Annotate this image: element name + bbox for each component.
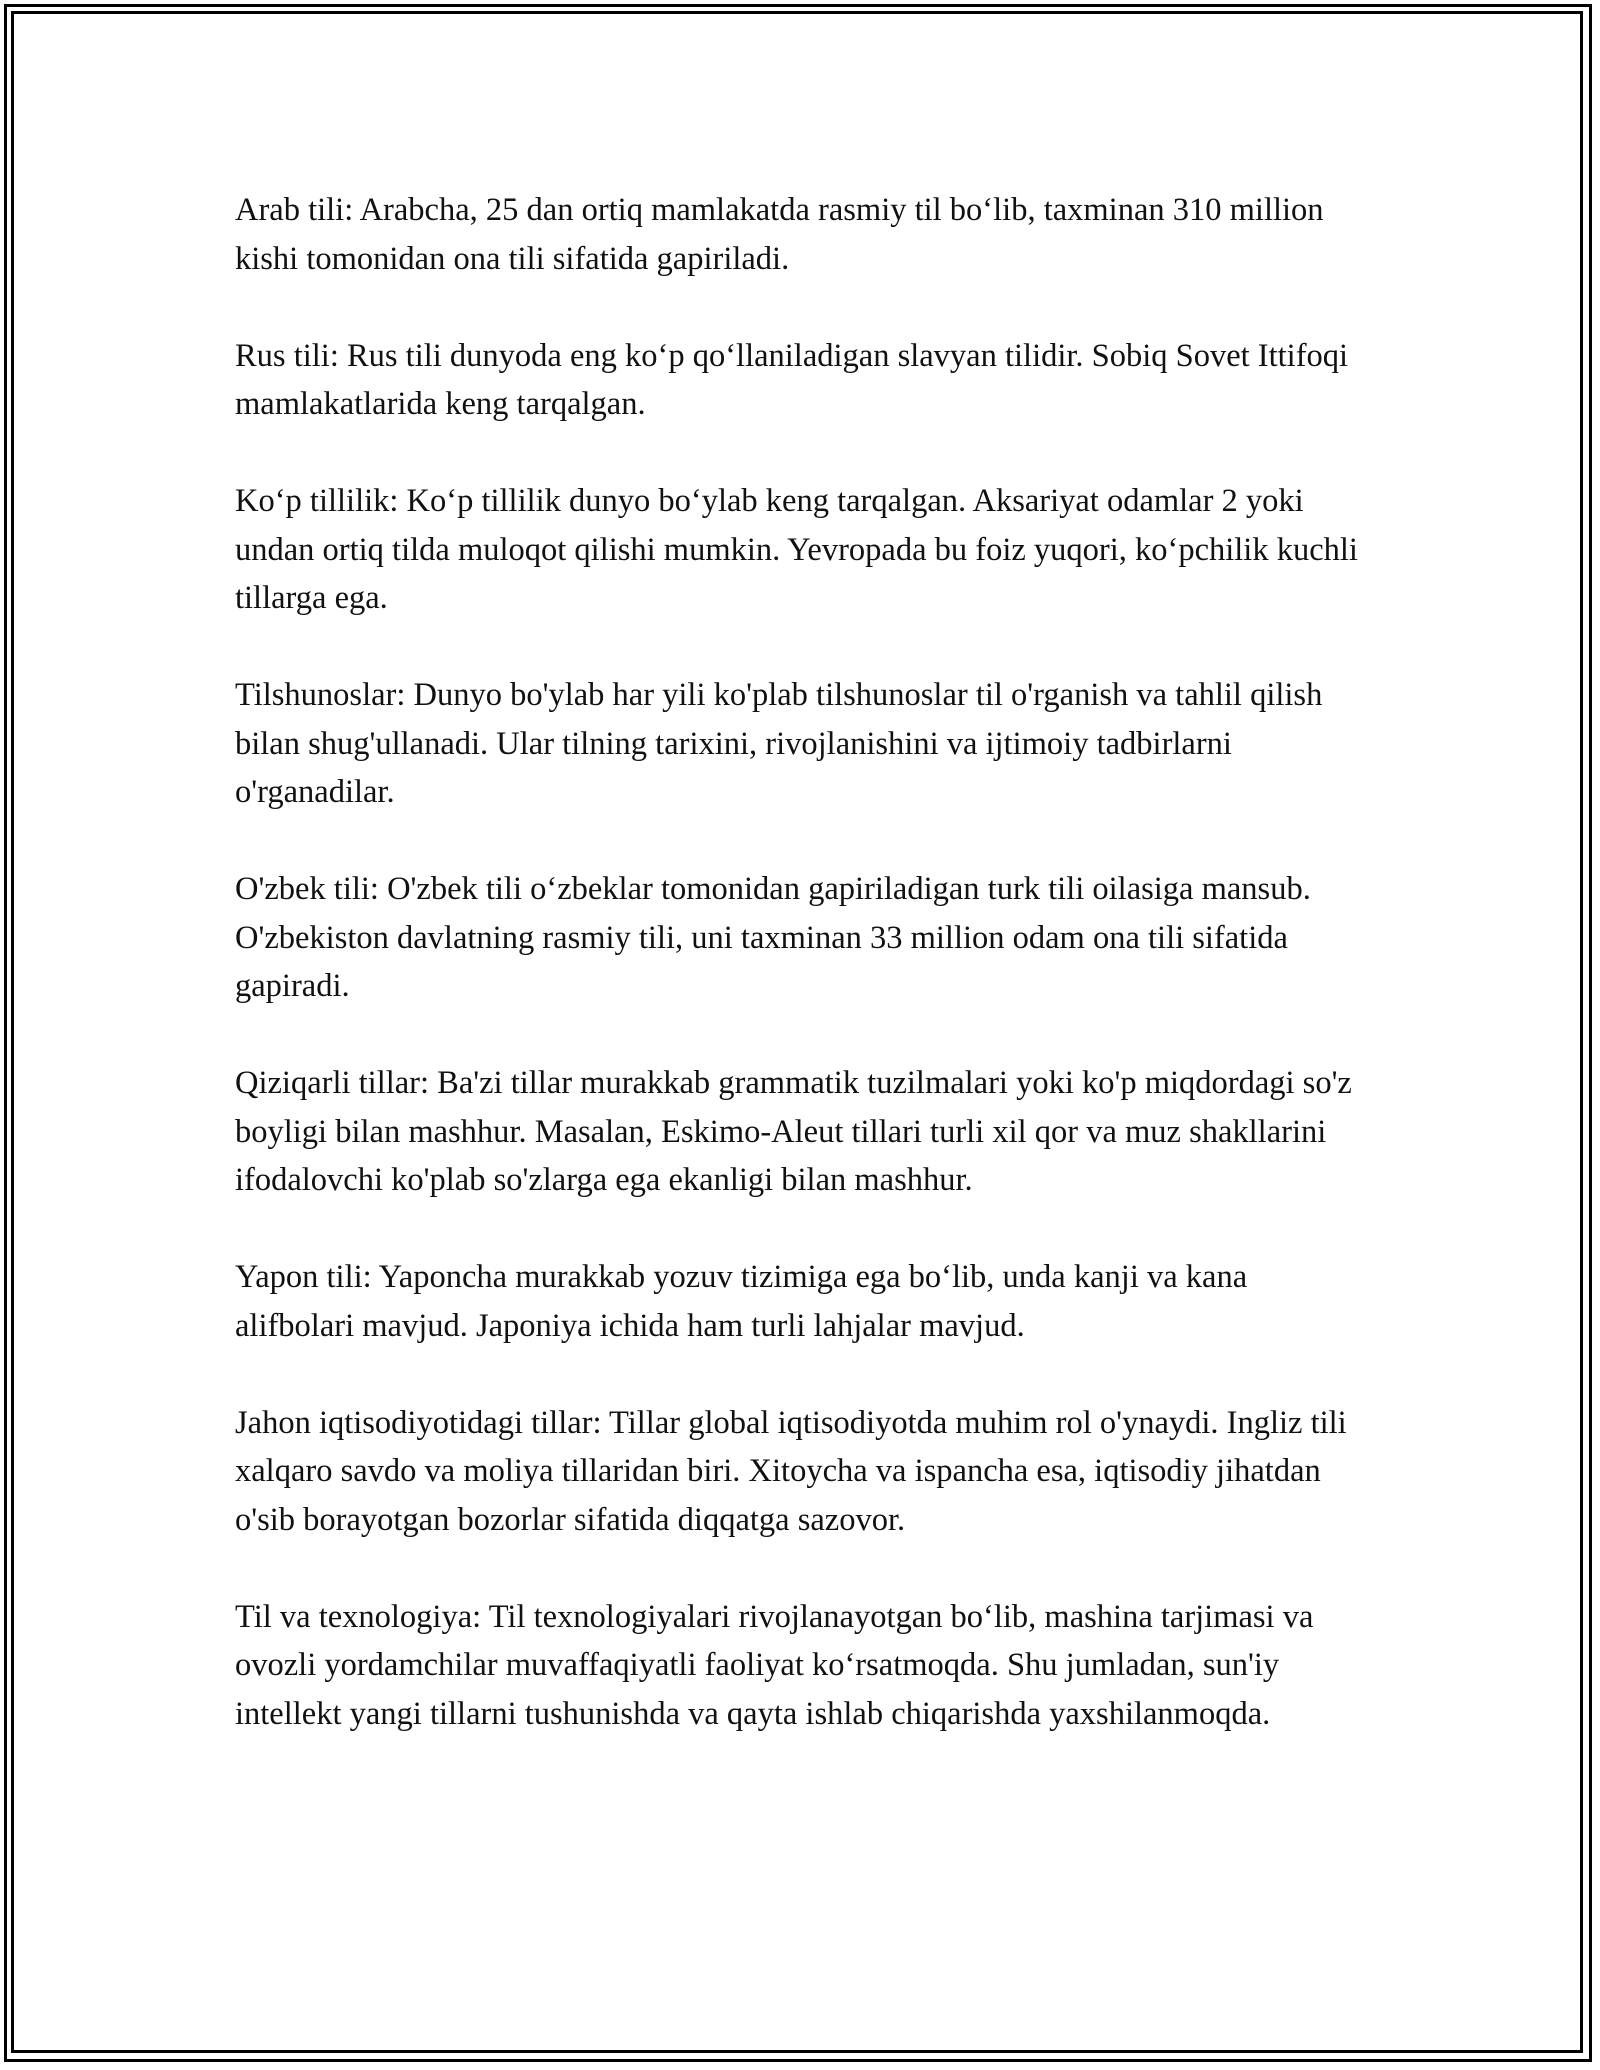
- paragraph-ozbek-tili: O'zbek tili: O'zbek tili oʻzbeklar tomonidan gapiriladigan turk tili oilasiga mansub. O'zbekiston davlatning rasmiy tili, uni taxminan 33 million odam ona tili sifatida gapiradi.: [235, 871, 1311, 1004]
- paragraph-kop-tillilik: Koʻp tillilik: Koʻp tillilik dunyo boʻylab keng tarqalgan. Aksariyat odamlar 2 yoki undan ortiq tilda muloqot qilishi mumkin. Yevropada bu foiz yuqori, koʻpchilik kuchli tillarga ega.: [235, 483, 1358, 616]
- paragraph-jahon-iqtisodiyoti: Jahon iqtisodiyotidagi tillar: Tillar global iqtisodiyotda muhim rol o'ynaydi. Ingliz tili xalqaro savdo va moliya tillaridan biri. Xitoycha va ispancha esa, iqtisodiy jihatdan o'sib borayotgan bozorlar sifatida diqqatga sazovor.: [235, 1404, 1347, 1538]
- paragraph-qiziqarli-tillar: Qiziqarli tillar: Ba'zi tillar murakkab grammatik tuzilmalari yoki ko'p miqdordagi so'z boyligi bilan mashhur. Masalan, Eskimo-Aleut tillari turli xil qor va muz shakllarini ifodalovchi ko'plab so'zlarga ega ekanligi bilan mashhur.: [235, 1065, 1352, 1198]
- paragraph-rus-tili: Rus tili: Rus tili dunyoda eng koʻp qoʻllaniladigan slavyan tilidir. Sobiq Sovet Ittifoqi mamlakatlarida keng tarqalgan.: [235, 337, 1349, 422]
- paragraph-yapon-tili: Yapon tili: Yaponcha murakkab yozuv tizimiga ega boʻlib, unda kanji va kana alifbolari mavjud. Japoniya ichida ham turli lahjalar mavjud.: [235, 1259, 1248, 1344]
- paragraph-tilshunoslar: Tilshunoslar: Dunyo bo'ylab har yili ko'plab tilshunoslar til o'rganish va tahlil qilish bilan shug'ullanadi. Ular tilning tarixini, rivojlanishini va ijtimoiy tadbirlarni o'rganadilar.: [235, 677, 1323, 810]
- document-body: [235, 186, 1370, 1787]
- paragraph-til-va-texnologiya: Til va texnologiya: Til texnologiyalari rivojlanayotgan boʻlib, mashina tarjimasi va ovozli yordamchilar muvaffaqiyatli faoliyat koʻrsatmoqda. Shu jumladan, sun'iy intellekt yangi tillarni tushunishda va qayta ishlab chiqarishda yaxshilanmoqda.: [235, 1598, 1314, 1732]
- paragraph-arab-tili: Arab tili: Arabcha, 25 dan ortiq mamlakatda rasmiy til boʻlib, taxminan 310 million kishi tomonidan ona tili sifatida gapiriladi.: [235, 192, 1324, 277]
